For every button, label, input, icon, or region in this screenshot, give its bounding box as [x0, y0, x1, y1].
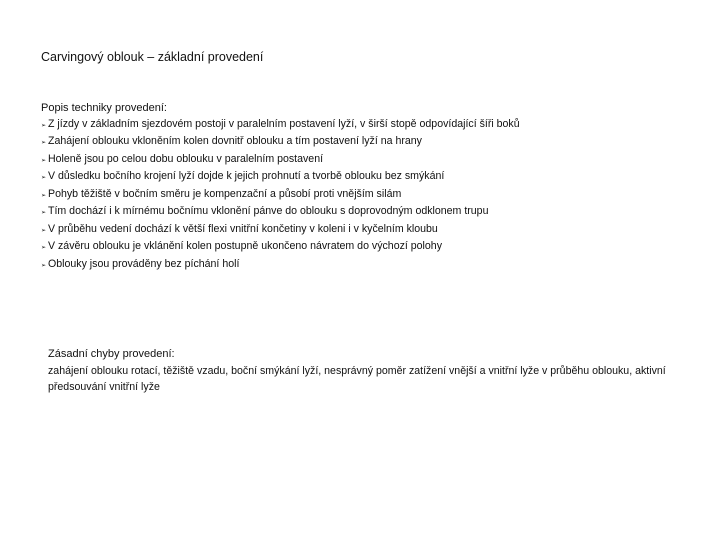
list-item — [41, 239, 701, 257]
bullet-arrow-icon: ➢ — [41, 210, 47, 216]
list-item-text: V důsledku bočního krojení lyží dojde k jejich prohnutí a tvorbě oblouku bez smýkání — [48, 170, 445, 182]
bullet-arrow-icon: ➢ — [41, 175, 47, 181]
errors-text: zahájení oblouku rotací, těžiště vzadu, boční smýkání lyží, nesprávný poměr zatížení vnější a vnitřní lyže v průběhu oblouku, aktivní předsouvání vnitřní lyže — [48, 364, 666, 393]
bullet-arrow-icon: ➢ — [41, 227, 47, 234]
bullet-arrow-icon: ➢ — [41, 245, 47, 251]
bullet-arrow-icon: ➢ — [41, 122, 47, 129]
bullet-arrow-icon: ➢ — [41, 192, 47, 199]
technique-heading: Popis techniky provedení: — [41, 102, 167, 114]
list-item — [41, 222, 701, 240]
list-item-text: Oblouky jsou prováděny bez píchání holí — [48, 257, 240, 270]
list-item — [41, 117, 701, 135]
page-title: Carvingový oblouk – základní provedení — [41, 50, 264, 64]
list-item-text: V průběhu vedení dochází k větší flexi vnitřní končetiny v koleni i v kyčelním kloubu — [48, 222, 438, 235]
list-item-text: Z jízdy v základním sjezdovém postoji v paralelním postavení lyží, v širší stopě odpovídající šíři boků — [48, 117, 520, 130]
list-item — [41, 134, 701, 152]
list-item-text: Zahájení oblouku vkloněním kolen dovnitř oblouku a tím postavení lyží na hrany — [48, 135, 422, 147]
list-item-text: Holeně jsou po celou dobu oblouku v paralelním postavení — [48, 152, 324, 165]
list-item — [41, 152, 701, 170]
list-item — [41, 257, 701, 275]
list-item — [41, 204, 701, 222]
errors-section — [48, 347, 688, 395]
bullet-arrow-icon: ➢ — [41, 262, 47, 269]
technique-section — [41, 101, 701, 274]
list-item-text: Tím dochází i k mírnému bočnímu vklonění pánve do oblouku s doprovodným odklonem trupu — [48, 205, 489, 217]
bullet-arrow-icon: ➢ — [41, 157, 47, 164]
list-item — [41, 187, 701, 205]
errors-heading: Zásadní chyby provedení: — [48, 348, 175, 360]
list-item-text: V závěru oblouku je vklánění kolen postupně ukončeno návratem do výchozí polohy — [48, 240, 442, 252]
technique-list — [41, 117, 701, 275]
bullet-arrow-icon: ➢ — [41, 140, 47, 146]
list-item-text: Pohyb těžiště v bočním směru je kompenzační a působí proti vnějším silám — [48, 187, 402, 200]
list-item — [41, 169, 701, 187]
